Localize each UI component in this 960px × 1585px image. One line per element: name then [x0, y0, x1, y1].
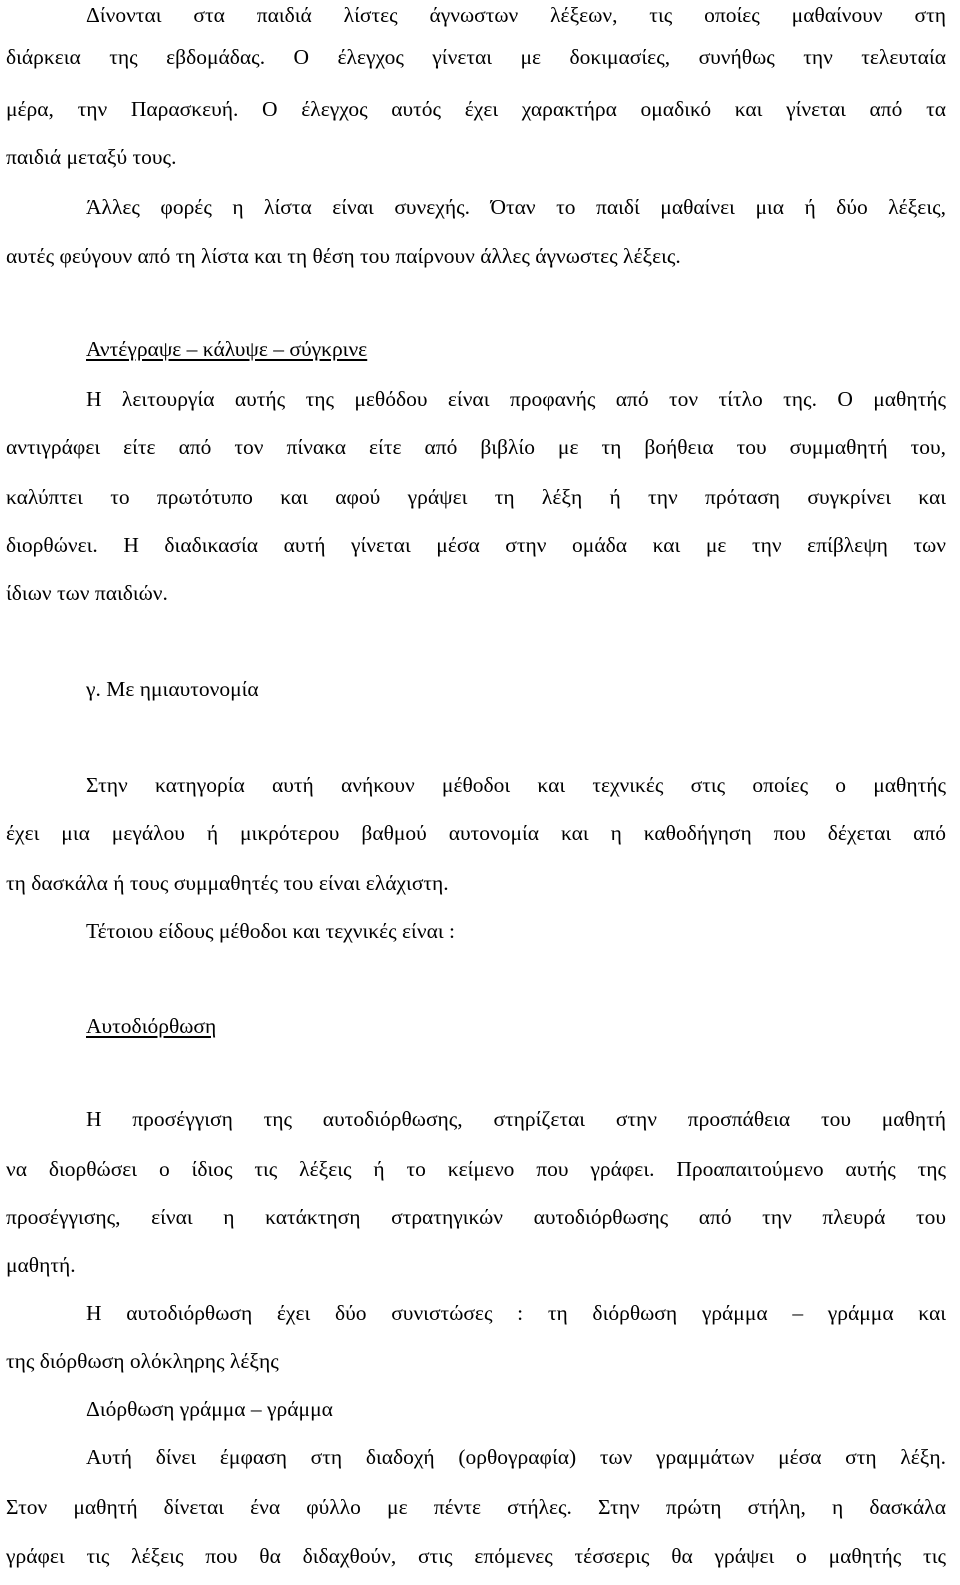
heading-self-correction: Αυτοδιόρθωση: [86, 1014, 217, 1038]
paragraph-7-line-1: Η αυτοδιόρθωση έχει δύο συνιστώσες : τη διόρθωση γράμμα – γράμμα και: [86, 1301, 946, 1325]
paragraph-3-line-1: Η λειτουργία αυτής της μεθόδου είναι προφανής από τον τίτλο της. Ο μαθητής: [86, 387, 946, 411]
paragraph-3-line-3: καλύπτει το πρωτότυπο και αφού γράψει τη λέξη ή την πρόταση συγκρίνει και: [6, 485, 946, 509]
paragraph-6-line-4: μαθητή.: [6, 1253, 76, 1277]
paragraph-1-line-3: μέρα, την Παρασκευή. Ο έλεγχος αυτός έχει χαρακτήρα ομαδικό και γίνεται από τα: [6, 97, 946, 121]
paragraph-5: Τέτοιου είδους μέθοδοι και τεχνικές είναι :: [86, 919, 455, 943]
heading-letter-letter-correction: Διόρθωση γράμμα – γράμμα: [86, 1397, 333, 1421]
paragraph-2-line-1: Άλλες φορές η λίστα είναι συνεχής. Όταν το παιδί μαθαίνει μια ή δύο λέξεις,: [86, 195, 946, 219]
paragraph-4-line-1: Στην κατηγορία αυτή ανήκουν μέθοδοι και τεχνικές στις οποίες ο μαθητής: [86, 773, 946, 797]
paragraph-7-line-2: της διόρθωση ολόκληρης λέξης: [6, 1349, 279, 1373]
paragraph-1-line-1: Δίνονται στα παιδιά λίστες άγνωστων λέξεων, τις οποίες μαθαίνουν στη: [86, 3, 946, 27]
heading-semi-autonomy: γ. Με ημιαυτονομία: [86, 677, 259, 701]
paragraph-6-line-2: να διορθώσει ο ίδιος τις λέξεις ή το κείμενο που γράφει. Προαπαιτούμενο αυτής της: [6, 1157, 946, 1181]
paragraph-6-line-3: προσέγγισης, είναι η κατάκτηση στρατηγικών αυτοδιόρθωσης από την πλευρά του: [6, 1205, 946, 1229]
paragraph-4-line-2: έχει μια μεγάλου ή μικρότερου βαθμού αυτονομία και η καθοδήγηση που δέχεται από: [6, 821, 946, 845]
paragraph-8-line-2: Στον μαθητή δίνεται ένα φύλλο με πέντε στήλες. Στην πρώτη στήλη, η δασκάλα: [6, 1495, 946, 1519]
paragraph-4-line-3: τη δασκάλα ή τους συμμαθητές του είναι ελάχιστη.: [6, 871, 449, 895]
paragraph-1-line-2: διάρκεια της εβδομάδας. Ο έλεγχος γίνεται με δοκιμασίες, συνήθως την τελευταία: [6, 45, 946, 69]
paragraph-6-line-1: Η προσέγγιση της αυτοδιόρθωσης, στηρίζεται στην προσπάθεια του μαθητή: [86, 1107, 946, 1131]
paragraph-1-line-4: παιδιά μεταξύ τους.: [6, 145, 177, 169]
heading-copy-cover-compare: Αντέγραψε – κάλυψε – σύγκρινε: [86, 337, 368, 361]
paragraph-2-line-2: αυτές φεύγουν από τη λίστα και τη θέση του παίρνουν άλλες άγνωστες λέξεις.: [6, 244, 681, 268]
paragraph-3-line-4: διορθώνει. Η διαδικασία αυτή γίνεται μέσα στην ομάδα και με την επίβλεψη των: [6, 533, 946, 557]
paragraph-3-line-5: ίδιων των παιδιών.: [6, 581, 168, 605]
paragraph-8-line-3: γράφει τις λέξεις που θα διδαχθούν, στις επόμενες τέσσερις θα γράψει ο μαθητής τις: [6, 1544, 946, 1568]
paragraph-3-line-2: αντιγράφει είτε από τον πίνακα είτε από βιβλίο με τη βοήθεια του συμμαθητή του,: [6, 435, 946, 459]
paragraph-8-line-1: Αυτή δίνει έμφαση στη διαδοχή (ορθογραφία) των γραμμάτων μέσα στη λέξη.: [86, 1445, 946, 1469]
